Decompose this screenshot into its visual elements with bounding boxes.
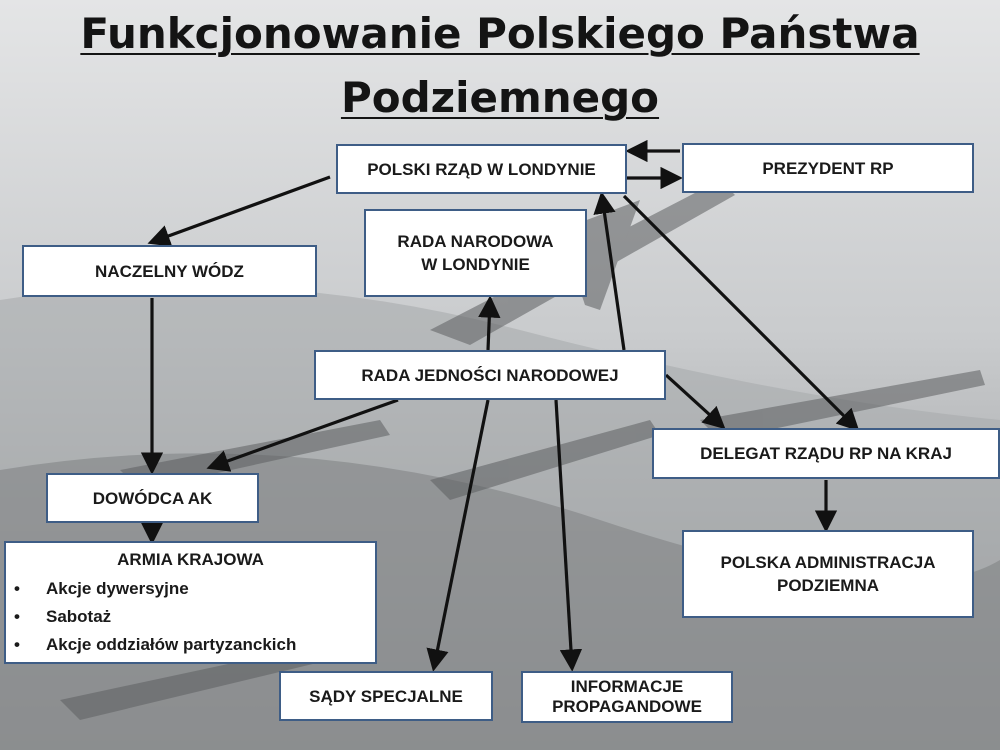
node-dowodca-label: DOWÓDCA AK <box>92 488 213 508</box>
node-rada-narodowa <box>364 209 587 297</box>
node-polska-administracja <box>682 530 974 618</box>
list-item: • Akcje oddziałów partyzanckich <box>14 631 375 659</box>
node-administracja-line-1: POLSKA ADMINISTRACJA <box>720 553 936 572</box>
node-rada-jednosci-narodowej <box>314 350 666 400</box>
node-delegat-label: DELEGAT RZĄDU RP NA KRAJ <box>700 444 952 463</box>
armia-krajowa-list <box>6 575 375 659</box>
armia-krajowa-title: ARMIA KRAJOWA <box>117 550 264 569</box>
page-title-line-2: Podziemnego <box>340 73 660 122</box>
node-administracja-line-2: PODZIEMNA <box>777 576 879 595</box>
node-rzad-label: POLSKI RZĄD W LONDYNIE <box>367 159 596 179</box>
node-informacje-line-2: PROPAGANDOWE <box>552 697 702 716</box>
node-prezydent-label: PREZYDENT RP <box>762 158 894 178</box>
list-item: • Sabotaż <box>14 603 375 631</box>
node-rada-narodowa-line-1: RADA NARODOWA <box>397 232 554 251</box>
node-rada-narodowa-line-2: W LONDYNIE <box>421 255 530 274</box>
node-naczelny-wodz <box>22 245 317 297</box>
node-delegat-rzadu <box>652 428 1000 479</box>
node-sady-label: SĄDY SPECJALNE <box>309 686 463 706</box>
list-item: • Akcje dywersyjne <box>14 575 375 603</box>
node-rjn-label: RADA JEDNOŚCI NARODOWEJ <box>361 365 619 385</box>
node-naczelny-label: NACZELNY WÓDZ <box>95 261 244 281</box>
node-dowodca-ak <box>46 473 259 523</box>
node-armia-krajowa <box>4 541 377 664</box>
page-title: Funkcjonowanie Polskiego Państwa <box>80 9 920 58</box>
node-rzad-w-londynie <box>336 144 627 194</box>
node-prezydent-rp <box>682 143 974 193</box>
node-informacje-propagandowe <box>521 671 733 723</box>
node-sady-specjalne <box>279 671 493 721</box>
node-informacje-line-1: INFORMACJE <box>570 677 684 696</box>
